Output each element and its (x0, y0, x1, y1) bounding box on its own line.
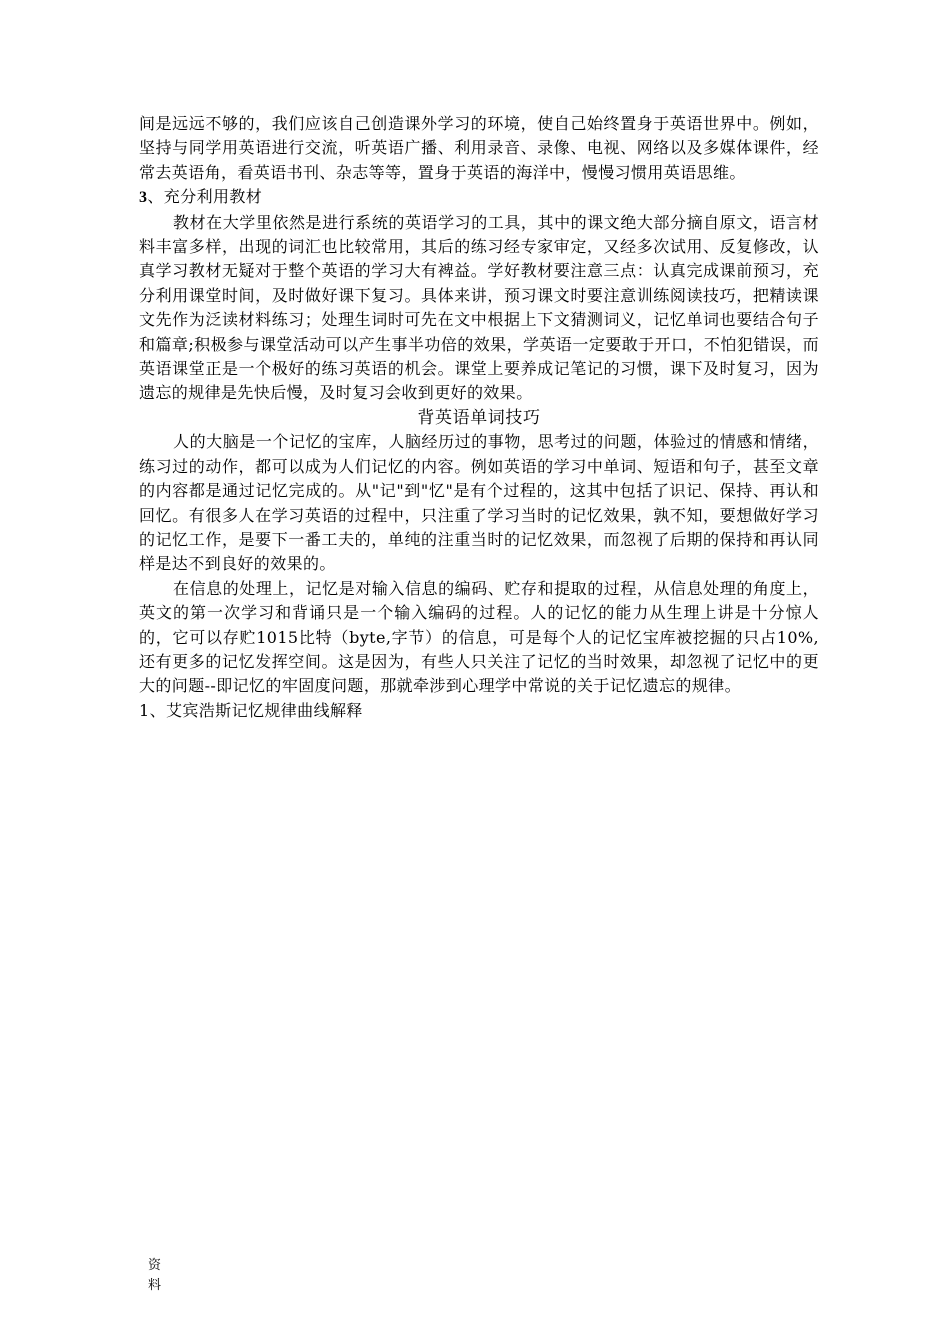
page-footer (148, 1256, 168, 1296)
paragraph-memory-1: 人的大脑是一个记忆的宝库，人脑经历过的事物，思考过的问题，体验过的情感和情绪，练习过的动作，都可以成为人们记忆的内容。例如英语的学习中单词、短语和句子，甚至文章的内容都是通过记忆完成的。从"记"到"忆"是有个过程的，这其中包括了识记、保持、再认和回忆。有很多人在学习英语的过程中，只注重了学习当时的记忆效果，孰不知，要想做好学习的记忆工作，是要下一番工夫的，单纯的注重当时的记忆效果，而忽视了后期的保持和再认同样是达不到良好的效果的。 (139, 432, 819, 574)
section-heading-textbook (139, 185, 819, 210)
section-number: 3 (139, 189, 148, 207)
document-body (139, 112, 819, 723)
paragraph-continuation: 间是远远不够的，我们应该自己创造课外学习的环境，使自己始终置身于英语世界中。例如，坚持与同学用英语进行交流，听英语广播、利用录音、录像、电视、网络以及多媒体课件，经常去英语角，看英语书刊、杂志等等，置身于英语的海洋中，慢慢习惯用英语思维。 (139, 114, 819, 182)
paragraph-memory-2: 在信息的处理上，记忆是对输入信息的编码、贮存和提取的过程，从信息处理的角度上，英文的第一次学习和背诵只是一个输入编码的过程。人的记忆的能力从生理上讲是十分惊人的，它可以存贮1015比特（byte,字节）的信息，可是每个人的记忆宝库被挖掘的只占10%,还有更多的记忆发挥空间。这是因为，有些人只关注了记忆的当时效果，却忽视了记忆中的更大的问题--即记忆的牢固度问题，那就牵涉到心理学中常说的关于记忆遗忘的规律。 (139, 578, 819, 696)
paragraph-textbook: 教材在大学里依然是进行系统的英语学习的工具，其中的课文绝大部分摘自原文，语言材料丰富多样，出现的词汇也比较常用，其后的练习经专家审定，又经多次试用、反复修改，认真学习教材无疑对于整个英语的学习大有裨益。学好教材要注意三点：认真完成课前预习，充分利用课堂时间，及时做好课下复习。具体来讲，预习课文时要注意训练阅读技巧，把精读课文先作为泛读材料练习；处理生词时可先在文中根据上下文猜测词义，记忆单词也要结合句子和篇章;积极参与课堂活动可以产生事半功倍的效果，学英语一定要敢于开口，不怕犯错误，而英语课堂正是一个极好的练习英语的机会。课堂上要养成记笔记的习惯，课下及时复习，因为遗忘的规律是先快后慢，及时复习会收到更好的效果。 (139, 212, 819, 403)
footer-char-2: 料 (148, 1278, 162, 1293)
article-title: 背英语单词技巧 (417, 407, 541, 428)
section-heading-ebbinghaus: 1、艾宾浩斯记忆规律曲线解释 (139, 700, 363, 720)
footer-char-1: 资 (148, 1258, 162, 1273)
section-title: 、充分利用教材 (147, 187, 263, 207)
